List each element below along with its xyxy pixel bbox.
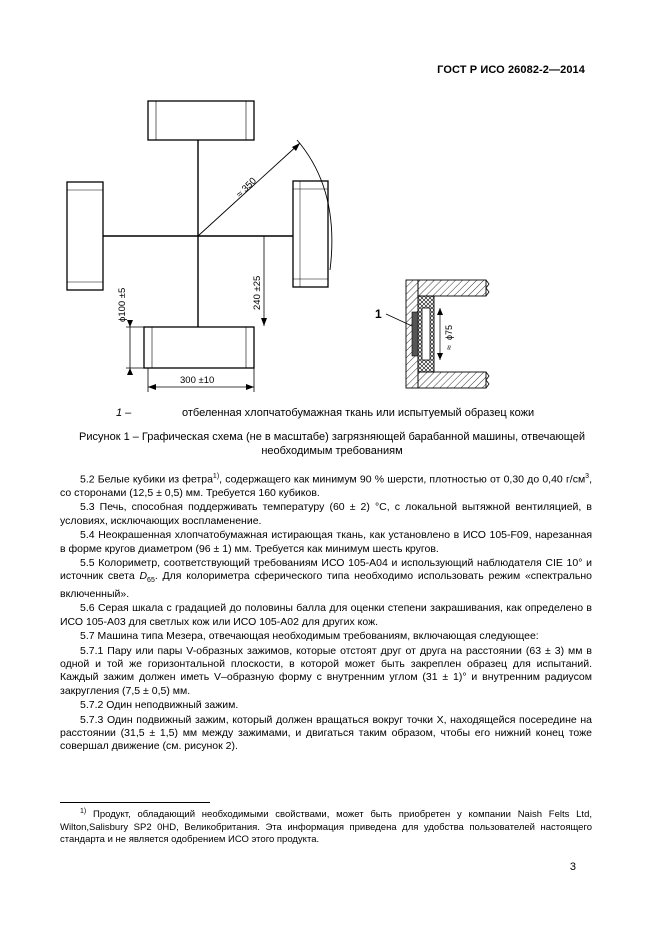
disc-diameter-dimension: ϕ75 [444,324,454,340]
document-header: ГОСТ Р ИСО 26082-2—2014 [437,64,585,76]
top-cube [148,101,254,140]
paragraph-5-7: 5.7 Машина типа Мезера, отвечающая необходимым требованиям, включающая следующее: [80,630,539,643]
figure-caption [70,430,594,458]
footnote-ref: 1) [212,473,220,480]
caption-line-1: Рисунок 1 – Графическая схема (не в масштабе) загрязняющей барабанной машины, отвечающей [79,431,585,443]
page-number: 3 [569,861,576,873]
right-cube [293,181,328,287]
paragraph-5-6: 5.6 Серая шкала с градацией до половины балла для оценки степени закрашивания, как определено в ИСО 105-А03 для светлых кож или ИСО 105-А02 для других кож. [60,602,592,628]
footnote-marker: 1) [80,808,87,815]
footnote-text: Продукт, обладающий необходимыми свойствами, может быть приобретен у компании Naish Felts Ltd, Wilton,Salisbury SP2 0HD, Великобритания. Эта информация приведена для удобства пользователей настоящего стандарта и не является одобрением ИСО этого продукта. [60,809,592,845]
paragraph-5-4: 5.4 Неокрашенная хлопчатобумажная истирающая ткань, как установлено в ИСО 105-F09, нарезанная в форме кругов диаметром (96 ± 1) мм. Требуется как минимум шесть кругов. [60,529,592,555]
bottom-cube [144,327,254,368]
paragraph-5-2: 5.2 Белые кубики из фетра$^{1)}$, содержащего как минимум 90 % шерсти, плотностью от 0,30 до 0,40 $г/см^3$, со сторонами (12,5 ± 0,5) мм. Требуется 160 кубиков. [60,473,592,499]
paragraph-5-7-2: 5.7.2 Один неподвижный зажим. [80,699,239,712]
paragraph-5-3: 5.3 Печь, способная поддерживать температуру (60 ± 2) °C, с локальной вытяжной вентиляцией, в условиях, исключающих воспламенение. [60,501,592,527]
caption-line-2: необходимым требованиям [261,445,403,457]
footnote [60,806,592,846]
legend-text: отбеленная хлопчатобумажная ткань или испытуемый образец кожи [182,407,535,419]
left-cube [67,182,103,290]
body-text [60,470,592,755]
legend-number: 1 – [116,407,132,419]
paragraph-5-7-1: 5.7.1 Пару или пары V-образных зажимов, которые отстоят друг от друга на расстоянии (63 ± 3) мм в одной и той же горизонтальной плоскости, в которой может быть закреплен образец для испытаний. Каждый зажим должен иметь V–образную форму с внутренним углом (31 ± 1)° и внутренним радиусом закругления (7,5 ± 0,5) мм. [60,645,592,697]
paragraph-5-5: 5.5 Колориметр, соответствующий требованиям ИСО 105-А04 и использующий наблюдателя CIE 10° и источник света $D_{65}$. Для колориметра сферического типа необходимо использовать режим «спектрально включенный». [60,557,592,600]
callout-number: 1 [375,307,382,321]
paragraph-5-7-3: 5.7.3 Один подвижный зажим, который должен вращаться вокруг точки X, находящейся посередине на расстоянии (31,5 ± 1,5) мм между зажимами, и двигаться таким образом, чтобы его нижний конец тоже совершал движение (см. рисунок 2). [60,714,592,753]
diameter-dimension: ϕ100 ±5 [117,287,128,322]
radius-dimension: ≈ 350 [234,175,259,201]
detail-section [386,280,489,388]
horizontal-dimension: 300 ±10 [180,375,215,386]
figure-drawing [0,0,661,400]
figure-legend [116,407,534,419]
footnote-divider [60,802,210,803]
disc-approx-symbol: ≈ [444,345,454,350]
vertical-dimension: 240 ±25 [252,275,263,310]
